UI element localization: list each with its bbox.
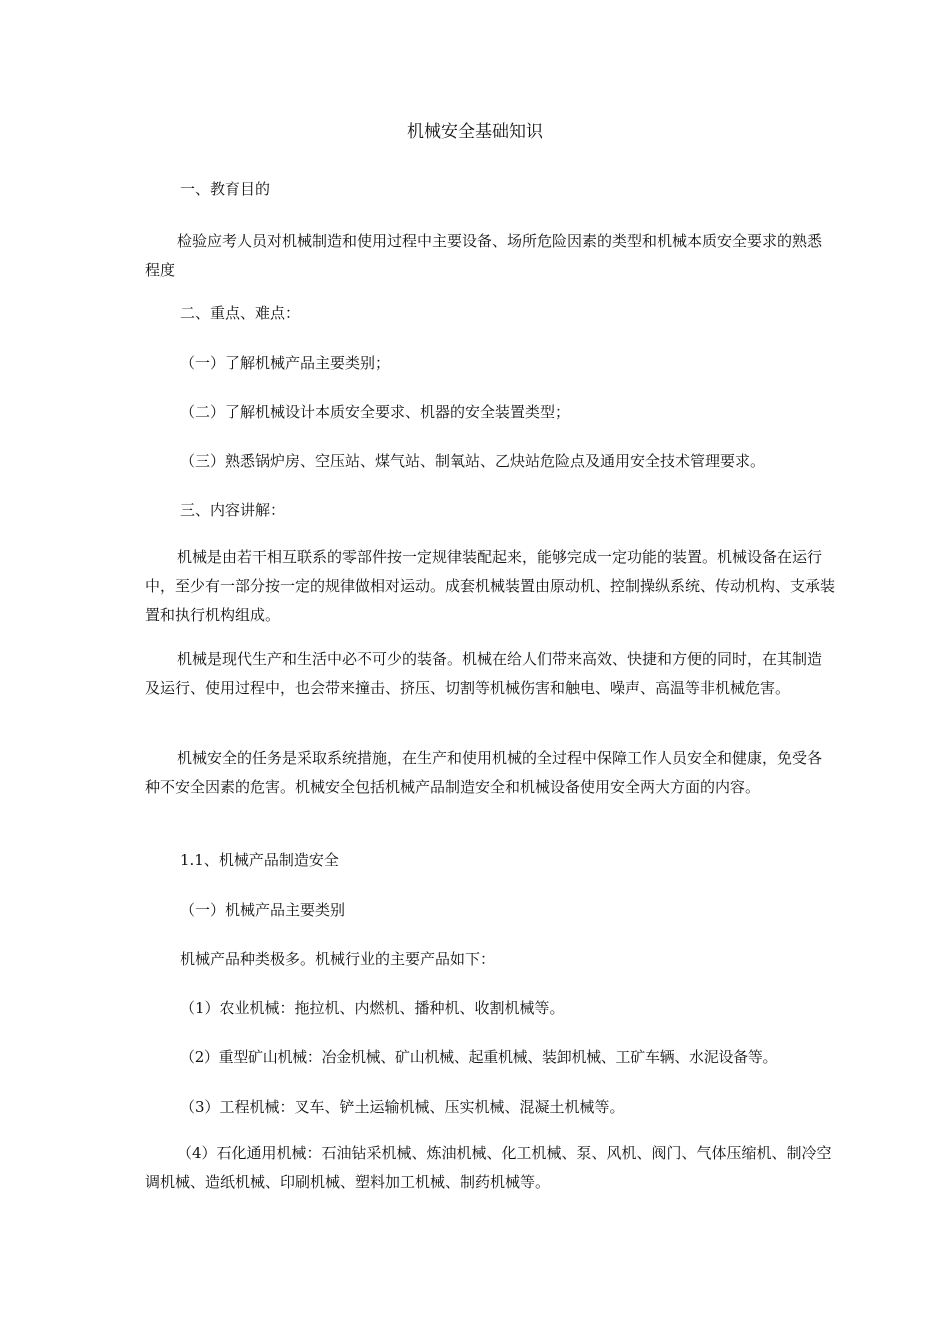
product-category-item: （1）农业机械：拖拉机、内燃机、播种机、收割机械等。 <box>180 999 565 1017</box>
section-heading-key-points: 二、重点、难点： <box>180 304 301 322</box>
product-category-item: （2）重型矿山机械：冶金机械、矿山机械、起重机械、装卸机械、工矿车辆、水泥设备等。 <box>180 1048 778 1066</box>
key-point-item: （一）了解机械产品主要类别； <box>180 354 391 372</box>
subsection-heading: 1.1、机械产品制造安全 <box>180 851 339 869</box>
key-point-item: （二）了解机械设计本质安全要求、机器的安全装置类型； <box>180 403 571 421</box>
product-category-item: （4）石化通用机械：石油钻采机械、炼油机械、化工机械、泵、风机、阀门、气体压缩机、制冷空调机械、造纸机械、印刷机械、塑料加工机械、制药机械等。 <box>145 1144 832 1191</box>
products-intro: 机械产品种类极多。机械行业的主要产品如下： <box>180 950 496 968</box>
key-point-item: （三）熟悉锅炉房、空压站、煤气站、制氧站、乙炔站危险点及通用安全技术管理要求。 <box>180 452 766 470</box>
content-paragraph: 机械是由若干相互联系的零部件按一定规律装配起来，能够完成一定功能的装置。机械设备在运行中，至少有一部分按一定的规律做相对运动。成套机械装置由原动机、控制操纵系统、传动机构、支承装置和执行机构组成。 <box>145 548 836 624</box>
section-heading-content: 三、内容讲解： <box>180 501 286 519</box>
content-paragraph: 机械是现代生产和生活中必不可少的装备。机械在给人们带来高效、快捷和方便的同时，在其制造及运行、使用过程中，也会带来撞击、挤压、切割等机械伤害和触电、噪声、高温等非机械危害。 <box>145 650 823 697</box>
product-category-item: （3）工程机械：叉车、铲土运输机械、压实机械、混凝土机械等。 <box>180 1098 625 1116</box>
objective-paragraph: 检验应考人员对机械制造和使用过程中主要设备、场所危险因素的类型和机械本质安全要求的熟悉程度 <box>145 232 823 279</box>
section-heading-objective: 一、教育目的 <box>180 180 271 198</box>
document-title: 机械安全基础知识 <box>407 122 543 142</box>
subsubsection-heading: （一）机械产品主要类别 <box>180 901 346 919</box>
content-paragraph: 机械安全的任务是采取系统措施，在生产和使用机械的全过程中保障工作人员安全和健康，免受各种不安全因素的危害。机械安全包括机械产品制造安全和机械设备使用安全两大方面的内容。 <box>145 749 823 796</box>
